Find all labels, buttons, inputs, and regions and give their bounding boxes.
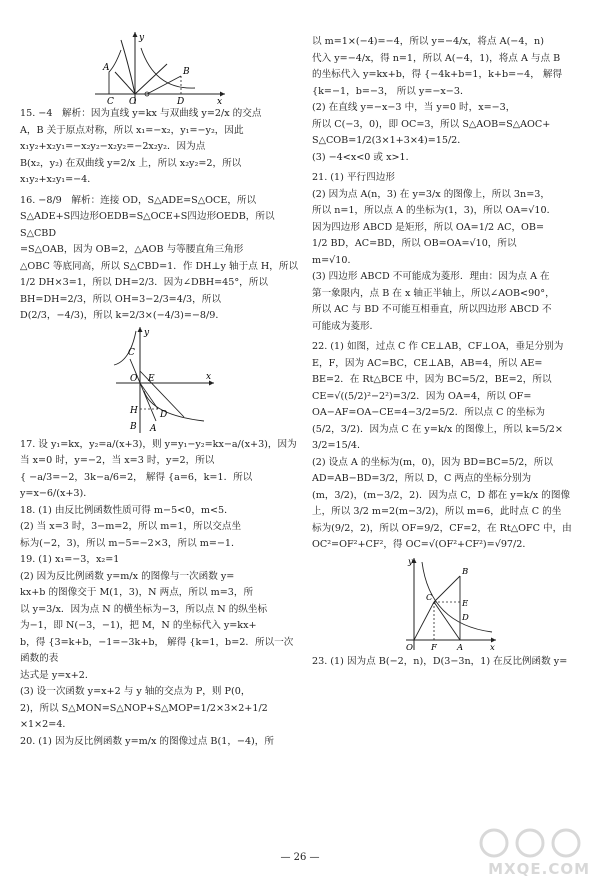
label-O: O — [406, 642, 413, 653]
text-line: (5/2，3/2)．因为点 C 在 y=k/x 的图像上，所以 k=5/2× — [312, 423, 563, 435]
label-D: D — [462, 612, 469, 623]
text-line: 所以 n=1，所以点 A 的坐标为(1，3)，所以 OA=√10． — [312, 205, 557, 216]
label-H: H — [130, 405, 138, 416]
text-line: CE=√((5/2)²−2²)=3/2．因为 OA=4，所以 OF= — [312, 390, 532, 402]
text-line: {k=−1，b=−3， 所以 y=−x−3． — [312, 85, 470, 97]
text-line: x₁y₂+x₂y₁=−x₂y₂−x₂y₂=−2x₂y₂．因为点 — [20, 141, 206, 152]
text-line: 第一象限内，点 B 在 x 轴正半轴上，所以∠AOB<90°， — [312, 287, 555, 299]
text-line: 因为四边形 ABCD 是矩形，所以 OA=1/2 AC，OB= — [312, 221, 545, 233]
problem-15 — [20, 106, 300, 189]
text-line: (2) 因为点 A(n，3) 在 y=3/x 的图像上，所以 3n=3， — [312, 188, 550, 200]
text-line: △OBC 等底同高，所以 S△CBD=1．作 DH⊥y 轴于点 H，所以 — [20, 260, 299, 272]
watermark-text: MXQE.COM — [488, 860, 590, 878]
text-line: 以 y=3/x．因为点 N 的横坐标为−3，所以点 N 的纵坐标 — [20, 603, 268, 615]
text-line: S△COB=1/2(3×1+3×4)=15/2． — [312, 135, 467, 146]
text-line: BE=2．在 Rt△BCE 中，因为 BC=5/2，BE=2，所以 — [312, 374, 552, 385]
left-column — [20, 30, 300, 750]
text-line: D(2/3，−4/3)，所以 k=2/3×(−4/3)=−8/9． — [20, 310, 225, 321]
text-line: (2) 在直线 y=−x−3 中，当 y=0 时，x=−3， — [312, 102, 516, 113]
label-x: x — [206, 371, 212, 382]
text-line: 2)，所以 S△MON=S△NOP+S△MOP=1/2×3×2+1/2 — [20, 702, 268, 714]
problem-23 — [312, 654, 588, 671]
text-line: 21. (1) 平行四边形 — [312, 172, 395, 183]
problem-21 — [312, 170, 588, 335]
text-line: 当 x=0 时，y=−2，当 x=3 时，y=2，所以 — [20, 455, 215, 466]
text-line: 18. (1) 由反比例函数性质可得 m−5<0，m<5． — [20, 504, 234, 516]
label-x: x — [217, 97, 223, 106]
site-watermark — [472, 826, 590, 878]
text-line: 的坐标代入 y=kx+b，得 {−4k+b=1，k+b=−4， 解得 — [312, 69, 563, 80]
text-line: 3/2=15/4． — [312, 440, 367, 451]
text-line: E，F，因为 AC=BC，CE⊥AB，AB=4，所以 AE= — [312, 357, 543, 369]
watermark-logo-icon — [472, 826, 590, 860]
label-D: D — [177, 97, 185, 106]
text-line: 1/2 BD，AC=BD，所以 OB=OA=√10，所以 — [312, 238, 517, 249]
text-line: 16. −8/9 解析：连接 OD，S△ADE=S△OCE，所以 — [20, 194, 257, 206]
text-line: m=√10． — [312, 254, 358, 266]
text-line: 为−1，即 N(−3，−1)，把 M，N 的坐标代入 y=kx+ — [20, 620, 257, 631]
problem-22 — [312, 339, 588, 554]
text-line: (3) −4<x<0 或 x>1． — [312, 151, 416, 163]
label-y: y — [408, 556, 413, 567]
figure-1-graph — [85, 30, 235, 106]
text-line: kx+b 的图像交于 M(1，3)，N 两点，所以 m=3，所 — [20, 587, 254, 598]
label-B: B — [462, 566, 469, 577]
problem-17 — [20, 437, 300, 503]
text-line: AD=AB−BD=3/2，所以 D，C 两点的坐标分别为 — [312, 473, 532, 484]
label-x: x — [490, 642, 495, 653]
text-line: 标为(−2，3)，所以 m−5=−2×3，所以 m=−1． — [20, 537, 241, 549]
label-B: B — [183, 67, 190, 77]
text-line: 23. (1) 因为点 B(−2，n)，D(3−3n，1) 在反比例函数 y= — [312, 655, 568, 667]
label-E: E — [462, 598, 469, 609]
problem-19 — [20, 552, 300, 734]
text-line: S△ADE+S四边形OEDB=S△OCE+S四边形OEDB，所以 S△CBD — [20, 211, 275, 239]
text-line: B(x₂，y₂) 在双曲线 y=2/x 上，所以 x₂y₂=2，所以 — [20, 157, 242, 169]
label-O: O — [130, 373, 138, 384]
text-line: =S△OAB，因为 OB=2，△AOB 与等腰直角三角形 — [20, 244, 244, 255]
text-line: 达式是 y=x+2． — [20, 669, 95, 681]
text-line: 20. (1) 因为反比例函数 y=m/x 的图像过点 B(1，−4)，所 — [20, 735, 274, 747]
problem-18 — [20, 503, 300, 553]
label-A: A — [457, 642, 464, 653]
label-A: A — [150, 423, 157, 434]
text-line: 所以 AC 与 BD 不可能互相垂直，所以四边形 ABCD 不 — [312, 304, 552, 315]
text-line: 1/2 DH×3=1，所以 DH=2/3．因为∠DBH=45°，所以 — [20, 277, 268, 288]
label-F: F — [431, 642, 437, 653]
text-line: x₁y₂+x₂y₁=−4． — [20, 174, 97, 185]
page-number: — 26 — — [280, 852, 320, 863]
text-line: 上，所以 3/2 m=2(m−3/2)，所以 m=6，此时点 C 的坐 — [312, 506, 562, 517]
text-line: ×1×2=4． — [20, 719, 73, 730]
label-B: B — [130, 421, 137, 432]
text-line: 标为(9/2，2)，所以 OF=9/2，CF=2，在 Rt△OFC 中，由 — [312, 522, 572, 534]
text-line: (2) 因为反比例函数 y=m/x 的图像与一次函数 y= — [20, 570, 235, 582]
right-column — [312, 34, 588, 670]
text-line: 以 m=1×(−4)=−4，所以 y=−4/x，将点 A(−4，n) — [312, 36, 544, 47]
problem-20-continued — [312, 34, 588, 166]
text-line: (3) 设一次函数 y=x+2 与 y 轴的交点为 P，则 P(0， — [20, 686, 251, 697]
label-D: D — [160, 409, 168, 420]
text-line: 可能成为菱形． — [312, 320, 380, 332]
text-line: 所以 C(−3，0)，即 OC=3，所以 S△AOB=S△AOC+ — [312, 118, 551, 130]
problem-16 — [20, 193, 300, 325]
text-line: 代入 y=−4/x，得 n=1，所以 A(−4，1)，将点 A 与点 B — [312, 52, 561, 64]
figure-2-graph — [100, 325, 220, 437]
label-O: O — [129, 97, 137, 106]
label-E: E — [148, 373, 155, 384]
text-line: 19. (1) x₁=−3，x₂=1 — [20, 554, 120, 565]
label-C: C — [426, 592, 433, 603]
text-line: (3) 四边形 ABCD 不可能成为菱形．理由：因为点 A 在 — [312, 271, 550, 282]
text-line: (2) 当 x=3 时，3−m=2，所以 m=1，所以交点坐 — [20, 521, 242, 532]
text-line: { −a/3=−2，3k−a/6=2， 解得 {a=6，k=1．所以 y=x−6/(x+3)． — [20, 471, 253, 499]
text-line: 15. −4 解析：因为直线 y=kx 与双曲线 y=2/x 的交点 — [20, 108, 262, 119]
text-line: 17. 设 y₁=kx，y₂=a/(x+3)，则 y=y₁−y₂=kx−a/(x+3)，因为 — [20, 438, 297, 450]
label-C: C — [128, 347, 135, 358]
text-line: (2) 设点 A 的坐标为(m，0)，因为 BD=BC=5/2，所以 — [312, 456, 553, 468]
text-line: (m，3/2)，(m−3/2，2)．因为点 C，D 都在 y=k/x 的图像 — [312, 489, 571, 501]
label-y: y — [139, 33, 145, 43]
text-line: 22. (1) 如图，过点 C 作 CE⊥AB，CF⊥OA，垂足分别为 — [312, 341, 564, 352]
label-y: y — [144, 327, 150, 338]
figure-3-graph — [400, 554, 500, 654]
problem-20 — [20, 734, 300, 751]
label-C: C — [107, 97, 114, 106]
text-line: BH=DH=2/3，所以 OH=3−2/3=4/3，所以 — [20, 293, 221, 305]
text-line: b，得 {3=k+b，−1=−3k+b， 解得 {k=1，b=2．所以一次函数的表 — [20, 636, 294, 664]
text-line: OC²=OF²+CF²，得 OC=√(OF²+CF²)=√97/2． — [312, 539, 532, 550]
text-line: A，B 关于原点对称，所以 x₁=−x₂，y₁=−y₂，因此 — [20, 124, 244, 136]
text-line: OA−AF=OA−CE=4−3/2=5/2．所以点 C 的坐标为 — [312, 407, 545, 418]
label-A: A — [103, 63, 110, 73]
